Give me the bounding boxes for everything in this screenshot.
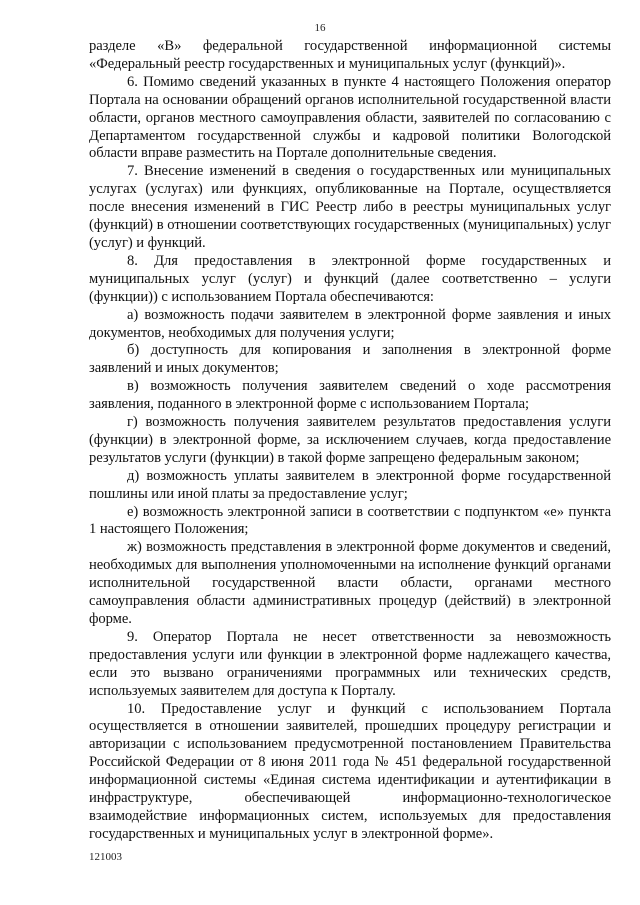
paragraph-continuation: разделе «В» федеральной государственной информационной системы «Федеральный реестр государственных и муниципальных услуг (функций)».: [89, 38, 611, 72]
paragraph-item-8: 8. Для предоставления в электронной форме государственных и муниципальных услуг (услуг) и функций (далее соответственно – услуги (функции)) с использованием Портала обеспечиваются:: [89, 252, 611, 305]
subparagraph-g: г) возможность получения заявителем результатов предоставления услуги (функции) в электронной форме, за исключением случаев, когда предоставление результатов услуги (функции) в такой форме запрещено федеральным законом;: [89, 414, 611, 466]
document-code: 121003: [89, 851, 122, 863]
paragraph-item-7: 7. Внесение изменений в сведения о государственных или муниципальных услугах (услугах) или функциях, опубликованные на Портале, осуществляется после внесения изменений в ГИС Реестр либо в реестры муниципальных услуг (функций) в отношении соответствующих государственных (муниципальных) услуг (услуг) и функций.: [89, 163, 611, 251]
subparagraph-a: а) возможность подачи заявителем в электронной форме заявления и иных документов, необходимых для получения услуги;: [89, 306, 611, 341]
subparagraph-zh: ж) возможность представления в электронной форме документов и сведений, необходимых для выполнения уполномоченными на исполнение функций органами исполнительной государственной власти области, органами местного самоуправления области административных процедур (действий) в электронной форме.: [89, 539, 611, 627]
subparagraph-b: б) доступность для копирования и заполнения в электронной форме заявлений и иных документов;: [89, 342, 611, 377]
paragraph-item-9: 9. Оператор Портала не несет ответственности за невозможность предоставления услуги или функции в электронной форме надлежащего качества, если это вызвано ограничениями программных или технических средств, используемых заявителем для доступа к Порталу.: [89, 628, 611, 699]
paragraph-item-6: 6. Помимо сведений указанных в пункте 4 настоящего Положения оператор Портала на основании обращений органов исполнительной государственной власти области, органов местного самоуправления области, заявителей по согласованию с Департаментом государственной службы и кадровой политики Вологодской области вправе разместить на Портале дополнительные сведения.: [89, 73, 611, 162]
subparagraph-v: в) возможность получения заявителем сведений о ходе рассмотрения заявления, поданного в электронной форме с использованием Портала;: [89, 378, 611, 413]
page-number: 16: [314, 22, 326, 34]
subparagraph-d: д) возможность уплаты заявителем в электронной форме государственной пошлины или иной платы за предоставление услуг;: [89, 467, 611, 502]
subparagraph-e: е) возможность электронной записи в соответствии с подпунктом «е» пункта 1 настоящего Положения;: [89, 503, 611, 538]
document-body: [89, 38, 611, 844]
paragraph-item-10: 10. Предоставление услуг и функций с использованием Портала осуществляется в отношении заявителей, прошедших процедуру регистрации и авторизации с использованием предусмотренной постановлением Правительства Российской Федерации от 8 июня 2011 года № 451 федеральной государственной информационной системы «Единая система идентификации и аутентификации в инфраструктуре, обеспечивающей информационно-технологическое взаимодействие информационных систем, используемых для предоставления государственных и муниципальных услуг в электронной форме».: [89, 700, 611, 842]
